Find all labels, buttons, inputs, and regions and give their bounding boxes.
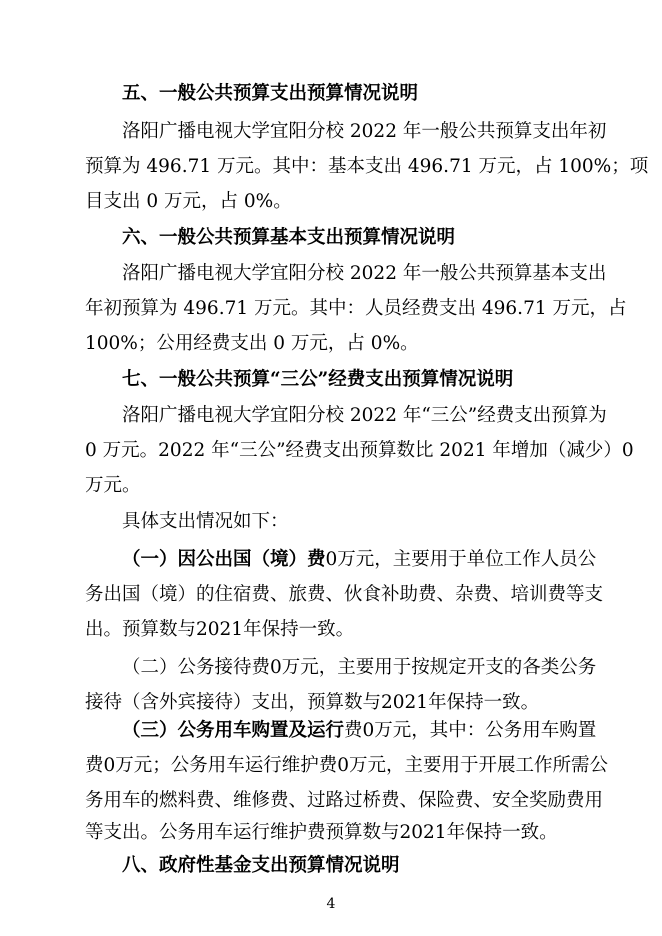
section-6-line-3: 100%；公用经费支出 0 万元，占 0%。: [85, 333, 419, 354]
item-1-line-3: 出。预算数与2021年保持一致。: [85, 619, 355, 640]
section-6-line-1: 洛阳广播电视大学宜阳分校 2022 年一般公共预算基本支出: [122, 263, 607, 284]
item-3-line-4: 等支出。公务用车运行维护费预算数与2021年保持一致。: [85, 822, 558, 843]
section-7-line-1: 洛阳广播电视大学宜阳分校 2022 年“三公”经费支出预算为: [122, 405, 607, 426]
section-8-heading: 八、政府性基金支出预算情况说明: [122, 855, 400, 876]
item-1-line-1-rest: 0万元，主要用于单位工作人员公: [325, 549, 597, 570]
section-5-line-1: 洛阳广播电视大学宜阳分校 2022 年一般公共预算支出年初: [122, 121, 607, 142]
item-1-title: （一）因公出国（境）费: [122, 549, 326, 570]
item-1-line-1: [122, 547, 597, 573]
item-2-line-2: 接待（含外宾接待）支出，预算数与2021年保持一致。: [85, 692, 540, 713]
section-7-intro: 具体支出情况如下：: [122, 511, 289, 532]
section-7-line-3: 万元。: [85, 475, 141, 496]
section-5-line-3: 目支出 0 万元，占 0%。: [85, 191, 292, 212]
section-6-line-2: 年初预算为 496.71 万元。其中：人员经费支出 496.71 万元，占: [85, 298, 627, 319]
item-1-line-2: 务出国（境）的住宿费、旅费、伙食补助费、杂费、培训费等支: [85, 584, 604, 605]
section-5-line-2: 预算为 496.71 万元。其中：基本支出 496.71 万元，占 100%；项: [85, 156, 649, 177]
item-3-line-1-rest: 费0万元，其中：公务用车购置: [344, 720, 597, 741]
item-2-line-1: （二）公务接待费0万元，主要用于按规定开支的各类公务: [122, 657, 597, 678]
item-3-line-3: 务用车的燃料费、维修费、过路过桥费、保险费、安全奖励费用: [85, 790, 604, 811]
section-6-heading: 六、一般公共预算基本支出预算情况说明: [122, 227, 456, 248]
section-7-heading: 七、一般公共预算“三公”经费支出预算情况说明: [122, 369, 514, 390]
item-3-line-1: [122, 718, 597, 744]
page-number: 4: [326, 896, 336, 912]
section-5-heading: 五、一般公共预算支出预算情况说明: [122, 83, 419, 104]
item-3-title: （三）公务用车购置及运行: [122, 720, 345, 741]
section-7-line-2: 0 万元。2022 年“三公”经费支出预算数比 2021 年增加（减少）0: [85, 440, 634, 461]
item-3-line-2: 费0万元；公务用车运行维护费0万元，主要用于开展工作所需公: [85, 755, 609, 776]
